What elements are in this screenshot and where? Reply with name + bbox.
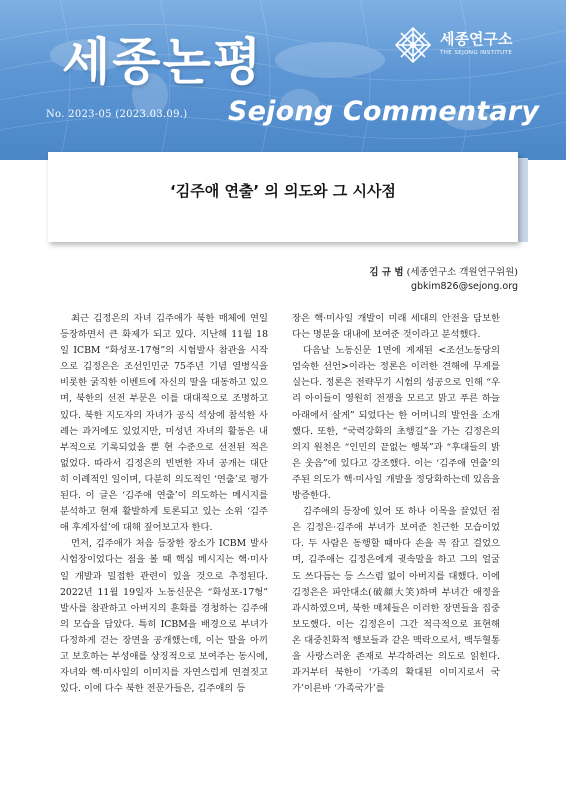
author-email[interactable]: gbkim826@sejong.org bbox=[411, 281, 518, 292]
article-column-left bbox=[60, 311, 268, 697]
author-affiliation: (세종연구소 객원연구위원) bbox=[406, 267, 518, 278]
article-column-right bbox=[292, 311, 500, 697]
headline-accent-bar bbox=[518, 158, 528, 242]
logo-name-korean: 세종연구소 bbox=[440, 30, 513, 48]
masthead-title-korean: 세종논평 bbox=[62, 33, 264, 91]
paragraph: 장은 핵·미사일 개발이 미래 세대의 안전을 담보한다는 명분을 대내에 보여준 것이라고 분석했다. bbox=[292, 313, 500, 341]
sejong-institute-logo[interactable] bbox=[392, 22, 522, 70]
paragraph: 김주애의 등장에 있어 또 하나 이목을 끌었던 점은 김정은·김주애 부녀가 보여준 친근한 모습이었다. 두 사람은 동행할 때마다 손을 꼭 잡고 걸었으며, 김주애는 김정은에게 귓속말을 하고 그의 얼굴도 쓰다듬는 등 스스럼 없이 아버지를 대했다. 이에 김정은은 파안대소(破顔大笑)하며 부녀간 애정을 과시하였으며, 북한 매체들은 이러한 장면들을 집중 보도했다. 이는 김정은이 그간 적극적으로 표현해 온 대중친화적 행보들과 같은 맥락으로서, 백두혈통을 사랑스러운 존재로 부각하려는 의도로 읽힌다. 과거부터 북한이 ‘가족의 확대된 이미지로서 국가’이른바 ‘가족국가’를 bbox=[292, 506, 500, 695]
masthead-title-english: Sejong Commentary bbox=[228, 96, 540, 127]
sejong-emblem-icon bbox=[392, 24, 434, 66]
paragraph: 최근 김정은의 자녀 김주애가 북한 매체에 연일 등장하면서 큰 화제가 되고 있다. 지난해 11월 18일 ICBM “화성포-17형”의 시험발사 참관을 시작으로 김정은은 조선인민군 75주년 기념 열병식을 비롯한 굵직한 이벤트에 자신의 딸을 대동하고 있으며, 북한의 선전 부문은 이를 대대적으로 조명하고 있다. 북한 지도자의 자녀가 공식 석상에 참석한 사례는 과거에도 있었지만, 미성년 자녀의 활동은 내부적으로 기록되었을 뿐 현 수준으로 선전된 적은 없었다. 따라서 김정은의 빈번한 자녀 공개는 대단히 이례적인 일이며, 다분히 의도적인 ‘연출’로 평가된다. 이 글은 ‘김주애 연출’이 의도하는 메시지를 분석하고 현재 활발하게 토론되고 있는 소위 ‘김주애 후계자설’에 대해 짚어보고자 한다. bbox=[60, 313, 268, 534]
article-headline: ‘김주애 연출’ 의 의도와 그 시사점 bbox=[170, 182, 396, 200]
author-byline bbox=[369, 264, 518, 278]
paragraph: 다음날 노동신문 1면에 게재된 <조선노동당의 엄숙한 선언>이라는 정론은 이러한 견해에 무게를 실는다. 정론은 전략무기 시험의 성공으로 인해 “우리 아이들이 영원히 전쟁을 모르고 맑고 푸른 하늘 아래에서 살게” 되었다는 한 어머니의 발언을 소개했다. 또한, “국력강화의 초행길”을 가는 김정은의 의지 원천은 “인민의 끝없는 행복”과 “후대들의 밝은 웃음”에 있다고 강조했다. 이는 ‘김주애 연출’의 주된 의도가 핵·미사일 개발을 정당화하는데 있음을 방증한다. bbox=[292, 345, 500, 502]
author-name: 김 규 범 bbox=[369, 267, 404, 278]
paragraph: 먼저, 김주애가 처음 등장한 장소가 ICBM 발사 시험장이었다는 점을 볼 때 핵심 메시지는 핵·미사일 개발과 밀접한 관련이 있을 것으로 추정된다. 2022년 11월 19일자 노동신문은 “화성포-17형” 발사를 참관하고 아버지의 훈화를 경청하는 김주애의 모습을 담았다. 특히 ICBM을 배경으로 부녀가 다정하게 걷는 장면을 공개했는데, 이는 딸을 아끼고 보호하는 부성애를 상징적으로 보여주는 동시에, 자녀와 핵·미사일의 이미지를 자연스럽게 연결짓고 있다. 이에 다수 북한 전문가들은, 김주애의 등 bbox=[60, 538, 268, 695]
headline-box bbox=[48, 152, 518, 242]
header-banner bbox=[0, 0, 566, 160]
issue-number: No. 2023-05 (2023.03.09.) bbox=[46, 109, 188, 120]
logo-name-english: THE SEJONG INSTITUTE bbox=[440, 50, 513, 56]
